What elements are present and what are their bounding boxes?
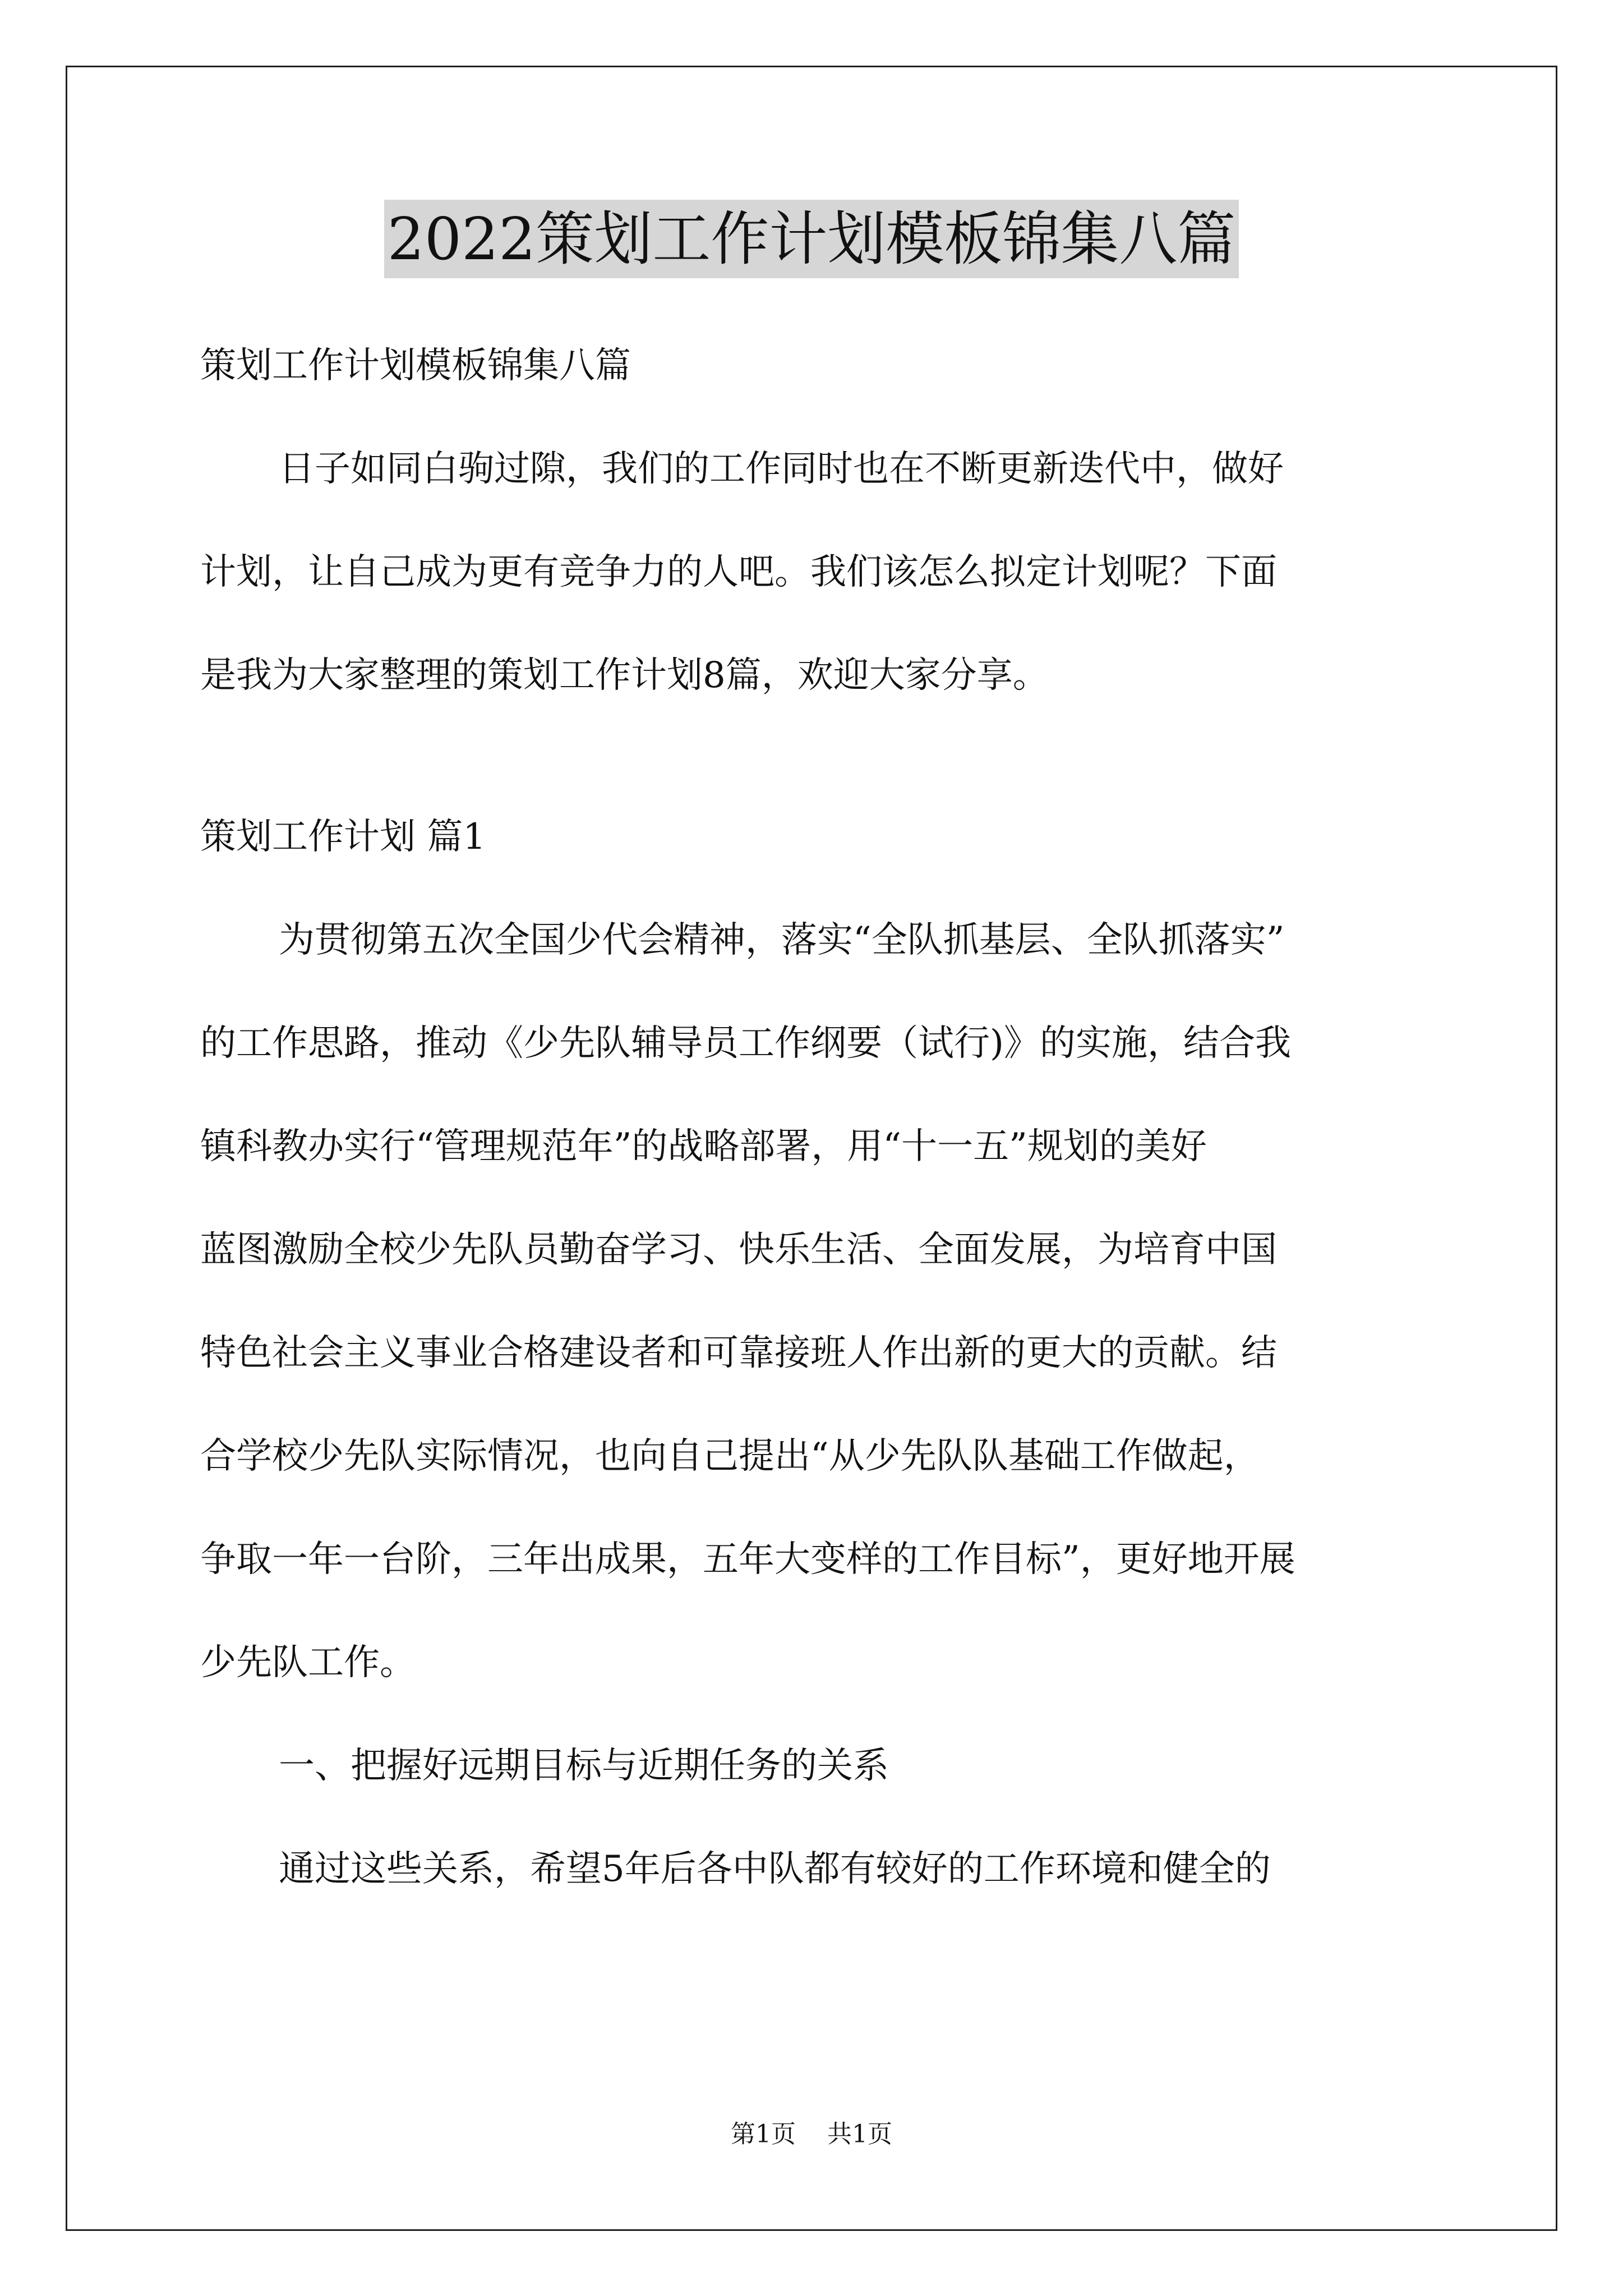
section-line: 为贯彻第五次全国少代会精神，落实“全队抓基层、全队抓落实”	[279, 919, 1285, 961]
section-line: 的工作思路，推动《少先队辅导员工作纲要（试行)》的实施，结合我	[200, 1023, 1291, 1064]
sub-heading: 一、把握好远期目标与近期任务的关系	[279, 1745, 889, 1787]
paragraph-gap	[200, 727, 1432, 785]
intro-line: 日子如同白驹过隙，我们的工作同时也在不断更新迭代中，做好	[279, 448, 1284, 490]
document-body	[200, 314, 1432, 1921]
page-footer	[0, 2118, 1623, 2151]
section-line: 镇科教办实行“管理规范年”的战略部署，用“十一五”规划的美好	[200, 1126, 1207, 1167]
section-line: 争取一年一台阶，三年出成果，五年大变样的工作目标”，更好地开展	[200, 1539, 1295, 1580]
title-area	[0, 200, 1623, 278]
section-line: 少先队工作。	[200, 1642, 416, 1683]
section-heading: 策划工作计划 篇1	[200, 816, 486, 858]
closing-line: 通过这些关系，希望5年后各中队都有较好的工作环境和健全的	[279, 1848, 1271, 1890]
section-line: 蓝图激励全校少先队员勤奋学习、快乐生活、全面发展，为培育中国	[200, 1229, 1277, 1271]
page-number: 第1页	[731, 2120, 796, 2148]
page-total: 共1页	[827, 2120, 892, 2148]
intro-line: 是我为大家整理的策划工作计划8篇，欢迎大家分享。	[200, 655, 1049, 696]
document-subtitle: 策划工作计划模板锦集八篇	[200, 345, 631, 386]
intro-line: 计划，让自己成为更有竞争力的人吧。我们该怎么拟定计划呢？下面	[200, 551, 1277, 593]
document-title: 2022策划工作计划模板锦集八篇	[384, 200, 1239, 278]
section-line: 合学校少先队实际情况，也向自己提出“从少先队队基础工作做起，	[200, 1435, 1260, 1477]
section-line: 特色社会主义事业合格建设者和可靠接班人作出新的更大的贡献。结	[200, 1332, 1277, 1374]
